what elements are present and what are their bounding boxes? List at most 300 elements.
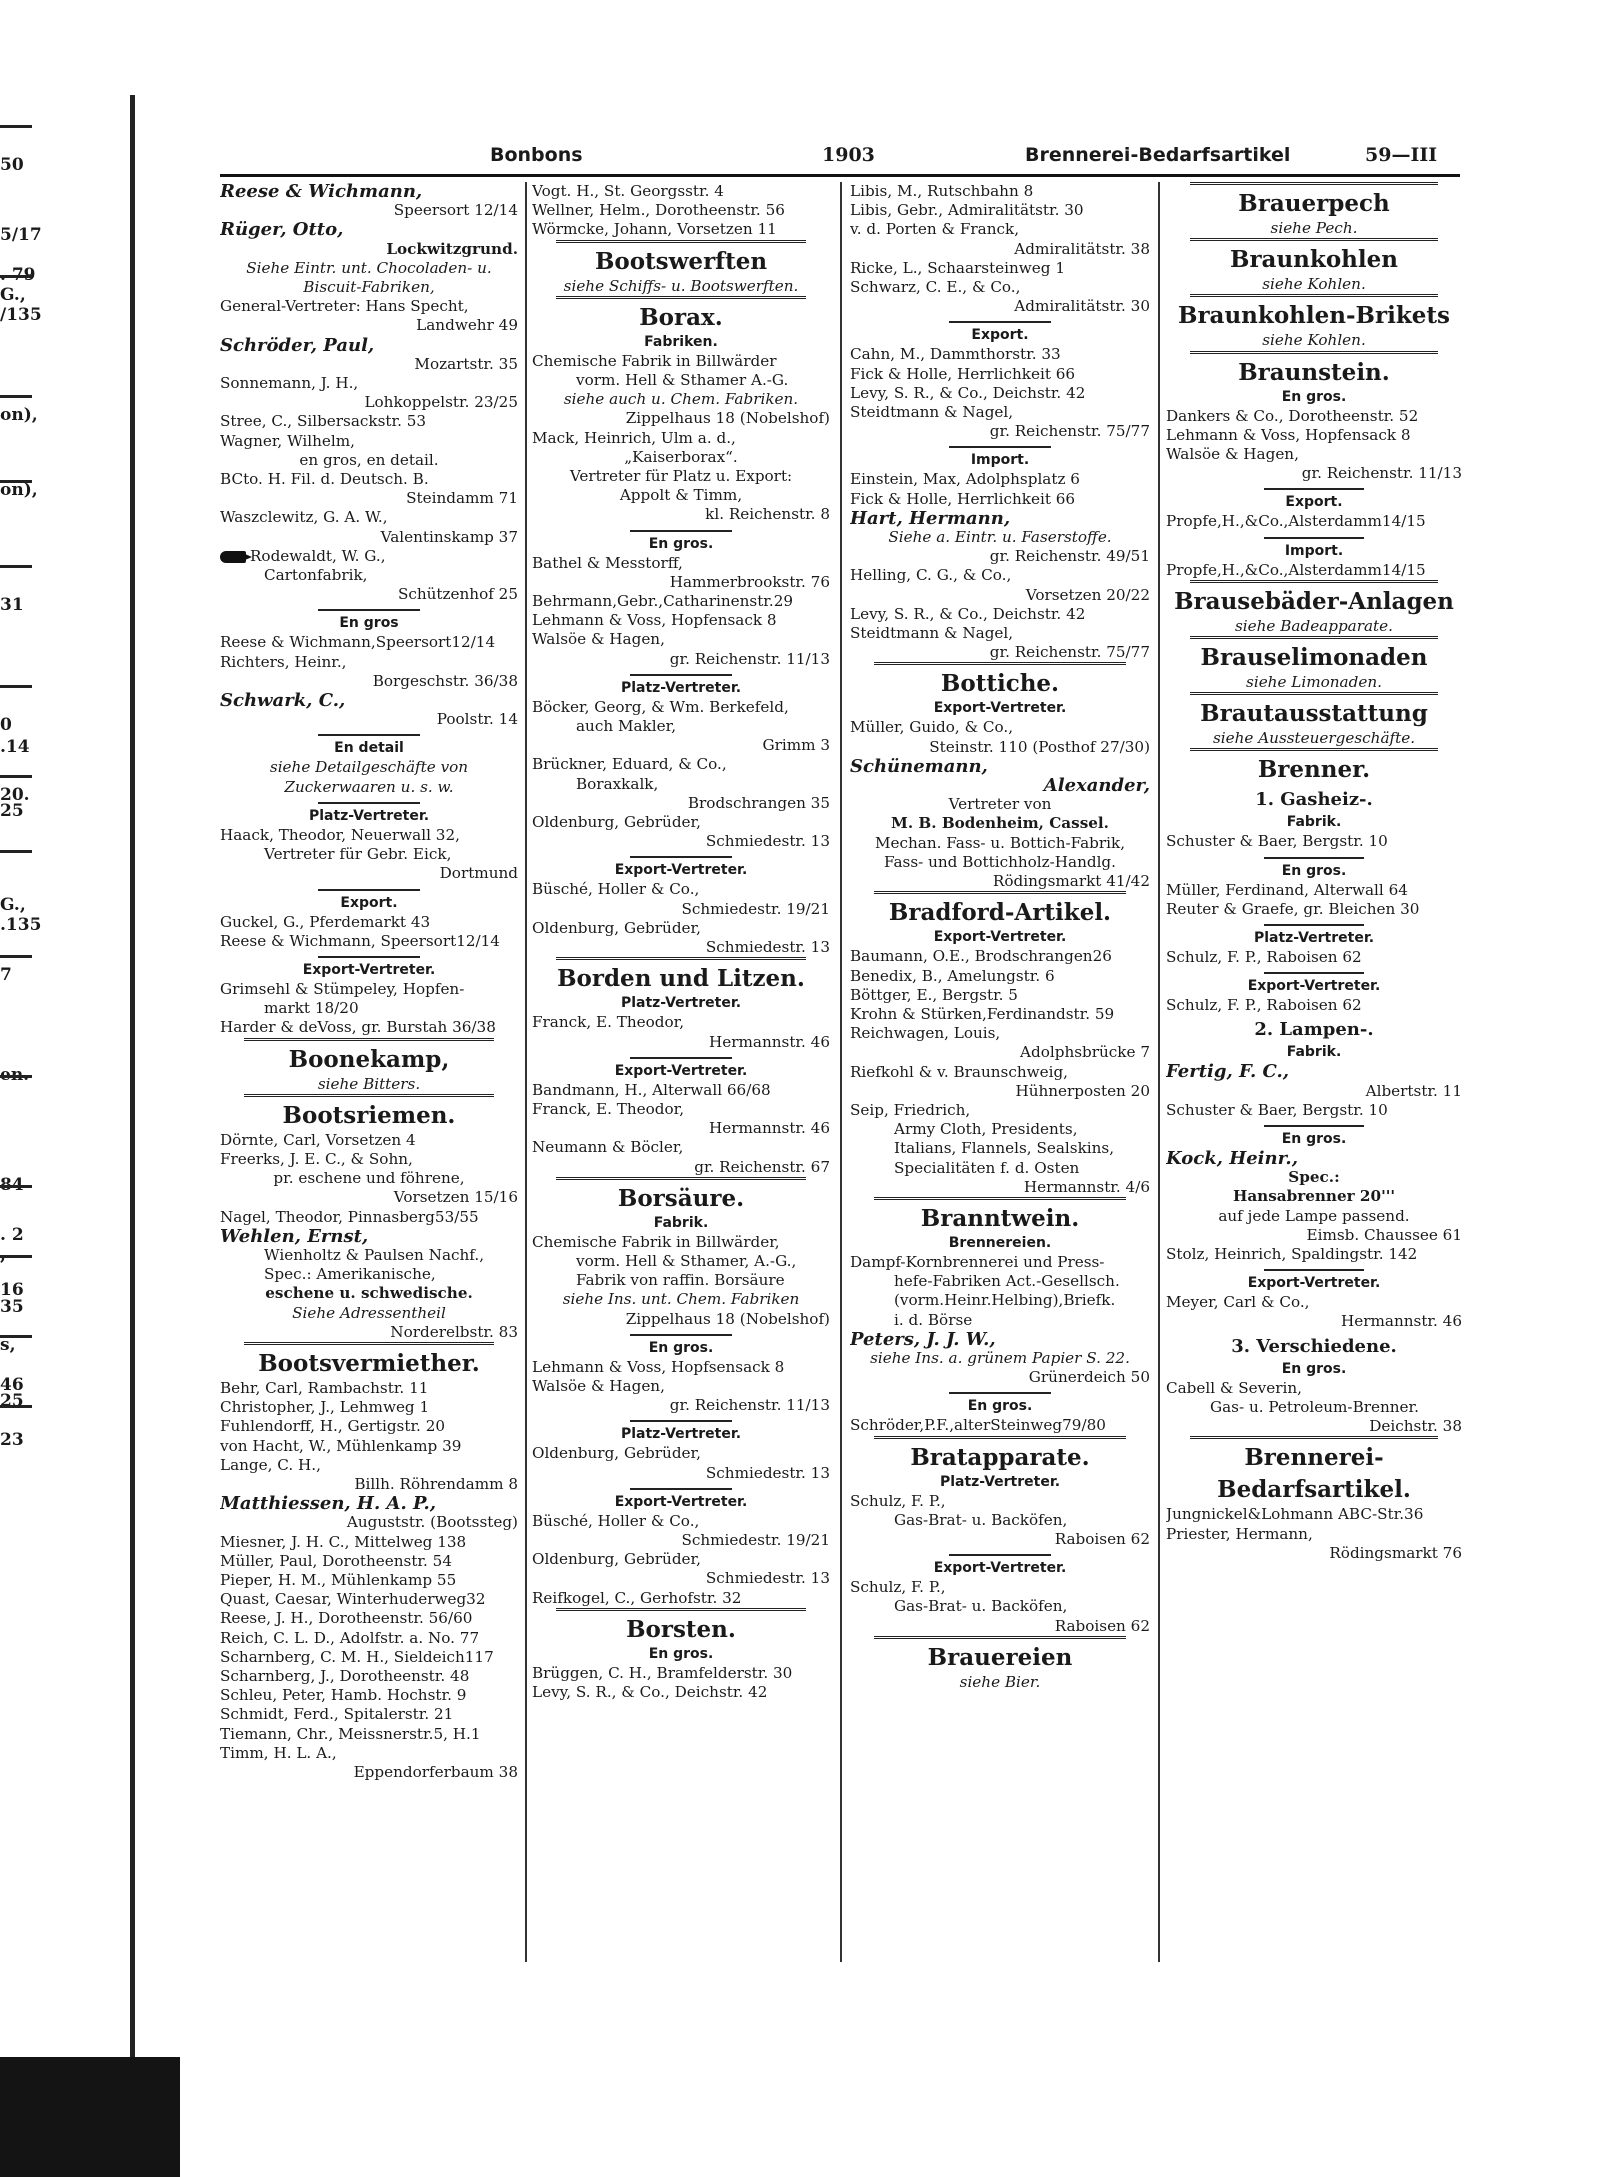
directory-entry: Priester, Hermann, [1166,1524,1313,1543]
prev-page-rule [0,565,32,568]
running-head [220,140,1460,177]
directory-entry: Brüggen, C. H., Bramfelderstr. 30 [532,1663,793,1682]
directory-entry: Oldenburg, Gebrüder, [532,813,701,832]
directory-entry: „Kaiserborax“. [624,447,738,466]
category-heading: Brauerpech [1238,190,1390,217]
section-divider [949,446,1051,448]
directory-entry: Nagel, Theodor, Pinnasberg53/55 [220,1207,479,1226]
directory-entry: BCto. H. Fil. d. Deutsch. B. [220,470,429,489]
heading-rule [874,1197,1126,1200]
directory-entry: Lehmann & Voss, Hopfsensack 8 [532,1357,785,1376]
directory-entry: Norderelbstr. 83 [390,1322,518,1341]
directory-entry: Behr, Carl, Rambachstr. 11 [220,1378,429,1397]
directory-entry: Timm, H. L. A., [220,1743,337,1762]
directory-entry: Sonnemann, J. H., [220,374,359,393]
directory-entry: Gas- u. Petroleum-Brenner. [1210,1397,1419,1416]
featured-entry: Wehlen, Ernst, [220,1226,369,1246]
directory-entry: (vorm.Heinr.Helbing),Briefk. [894,1291,1116,1310]
directory-entry: gr. Reichenstr. 11/13 [669,1396,830,1415]
directory-entry: Dortmund [439,864,518,883]
featured-entry: Peters, J. J. W., [850,1329,996,1349]
cross-reference: siehe Ins. unt. Chem. Fabriken [562,1290,800,1309]
category-heading: Braunkohlen-Brikets [1178,302,1450,330]
directory-entry: Eppendorferbaum 38 [353,1763,518,1782]
subsection-label: Export-Vertreter. [614,1062,748,1079]
category-heading: Brauereien [927,1643,1073,1671]
section-divider [318,889,419,891]
cross-reference: siehe Aussteuergeschäfte. [1212,729,1416,748]
section-divider [1264,537,1365,539]
section-divider [1264,1269,1365,1271]
directory-entry: Cartonfabrik, [264,566,368,585]
directory-entry: Schmiedestr. 19/21 [681,1530,830,1549]
section-divider [1264,1125,1365,1127]
cross-reference: siehe Limonaden. [1246,673,1382,692]
section-divider [318,609,419,611]
prev-page-fragment: . 2 [0,1225,24,1245]
directory-entry: Rödingsmarkt 41/42 [992,872,1150,891]
prev-page-fragment: 0 [0,715,12,735]
heading-rule [874,891,1126,894]
column-divider [840,182,842,1962]
directory-entry: Guckel, G., Pferdemarkt 43 [220,912,431,931]
directory-entry: gr. Reichenstr. 11/13 [1301,464,1462,483]
section-divider [630,1488,731,1490]
directory-entry: Propfe,H.,&Co.,Alsterdamm14/15 [1166,560,1426,579]
directory-entry: Levy, S. R., & Co., Deichstr. 42 [850,604,1086,623]
directory-entry: Benedix, B., Amelungstr. 6 [850,966,1055,985]
directory-entry: Cahn, M., Dammthorstr. 33 [850,345,1061,364]
directory-entry: Lehmann & Voss, Hopfensack 8 [1166,425,1411,444]
directory-entry: auf jede Lampe passend. [1218,1206,1410,1225]
subsection-label: Brennereien. [948,1234,1052,1251]
directory-entry: Schwarz, C. E., & Co., [850,278,1021,297]
directory-entry: Schulz, F. P., [850,1578,946,1597]
directory-entry: Meyer, Carl & Co., [1166,1293,1310,1312]
category-heading: Brautausstattung [1200,700,1428,728]
directory-entry: Oldenburg, Gebrüder, [532,918,701,937]
section-divider [630,674,731,676]
directory-entry: Schuster & Baer, Bergstr. 10 [1166,1100,1388,1119]
directory-entry: Eimsb. Chaussee 61 [1306,1225,1462,1244]
category-heading: Borax. [639,303,723,331]
directory-entry: Brückner, Eduard, & Co., [532,755,727,774]
directory-entry: Steindamm 71 [406,489,518,508]
category-heading: Bratapparate. [910,1443,1090,1471]
directory-entry: Oldenburg, Gebrüder, [532,1444,701,1463]
directory-entry: Steidtmann & Nagel, [850,624,1014,643]
directory-entry: Levy, S. R., & Co., Deichstr. 42 [850,383,1086,402]
category-heading: Branntwein. [920,1204,1080,1232]
directory-entry: gr. Reichenstr. 49/51 [989,547,1150,566]
heading-rule [874,1636,1126,1639]
prev-page-fragment: G., [0,895,26,915]
heading-rule [244,1342,494,1345]
directory-entry: Steidtmann & Nagel, [850,403,1014,422]
directory-entry: Gas-Brat- u. Backöfen, [894,1510,1068,1529]
directory-entry: Specialitäten f. d. Osten [894,1158,1080,1177]
prev-page-rule [0,480,32,483]
directory-entry: Schmiedestr. 13 [705,1569,830,1588]
column-4 [1166,182,1462,1982]
directory-entry: Oldenburg, Gebrüder, [532,1550,701,1569]
directory-page [220,140,1460,2000]
directory-entry: Hansabrenner 20''' [1232,1187,1396,1206]
heading-rule [1190,182,1439,185]
directory-entry: Raboisen 62 [1054,1529,1150,1548]
featured-entry: Fertig, F. C., [1166,1062,1290,1082]
featured-entry: Hart, Hermann, [850,508,1011,529]
column-3 [850,182,1150,1982]
cross-reference: Siehe Eintr. unt. Chocoladen- u. [246,258,492,277]
prev-page-fragment: 25 [0,1391,24,1411]
subsection-label: Export. [971,327,1029,344]
directory-entry: Seip, Friedrich, [850,1100,971,1119]
prev-page-rule [0,775,32,778]
subsection-label: En gros. [1281,1131,1347,1148]
prev-page-fragment: /135 [0,305,42,325]
featured-entry: Schünemann, [850,756,988,777]
directory-entry: Lohkoppelstr. 23/25 [364,393,518,412]
prev-page-fragment: on), [0,480,38,500]
subsection-label: Export-Vertreter. [933,700,1067,717]
subsection-label: En gros. [648,1339,714,1356]
prev-page-fragment: . 79 [0,265,36,285]
heading-rule [874,1436,1126,1439]
category-heading: Brennerei- [1244,1444,1384,1472]
prev-page-rule [0,1405,32,1408]
subsection-label: Export-Vertreter. [1247,1275,1381,1292]
column-2 [532,182,830,1982]
directory-entry: Albertstr. 11 [1365,1081,1462,1100]
directory-entry: Poolstr. 14 [436,710,518,729]
section-divider [949,1554,1051,1556]
prev-page-fragment: on), [0,405,38,425]
directory-entry: Vorsetzen 20/22 [1025,585,1150,604]
prev-page-rule [0,1335,32,1338]
directory-entry: Schmiedestr. 13 [705,832,830,851]
directory-entry: Müller, Guido, & Co., [850,718,1014,737]
section-divider [630,530,731,532]
directory-entry: Schleu, Peter, Hamb. Hochstr. 9 [220,1686,467,1705]
category-heading: Bottiche. [940,670,1060,698]
prev-page-fragment: 46 [0,1375,24,1395]
columns [220,182,1460,1982]
subsection-label: Fabrik. [653,1214,709,1231]
section-divider [318,956,419,958]
subsection-label: Fabrik. [1286,1044,1342,1061]
directory-entry: Schröder,P.F.,alterSteinweg79/80 [850,1416,1106,1435]
cross-reference: Zuckerwaaren u. s. w. [284,777,454,796]
subsection-label: En detail [334,740,404,757]
directory-entry: Hammerbrookstr. 76 [669,572,830,591]
directory-entry: Hermannstr. 46 [709,1032,830,1051]
prev-page-fragment: 23 [0,1430,24,1450]
prev-page-fragment: G., [0,285,26,305]
section-divider [1264,488,1365,490]
directory-entry: Levy, S. R., & Co., Deichstr. 42 [532,1682,768,1701]
cross-reference: siehe Kohlen. [1262,331,1366,350]
directory-entry: Wagner, Wilhelm, [220,431,355,450]
category-heading: Bedarfsartikel. [1217,1476,1411,1504]
directory-entry: Reifkogel, C., Gerhofstr. 32 [532,1588,742,1607]
subsection-label: Export-Vertreter. [933,929,1067,946]
header-right: Brennerei-Bedarfsartikel [1025,144,1291,166]
heading-rule [556,957,806,960]
subsection-label: En gros. [1281,1360,1347,1377]
heading-rule [1190,748,1439,751]
directory-entry: v. d. Porten & Franck, [850,220,1020,239]
heading-rule [556,1608,806,1611]
directory-entry: Deichstr. 38 [1369,1417,1462,1436]
directory-entry: Wienholtz & Paulsen Nachf., [264,1245,485,1264]
directory-entry: Franck, E. Theodor, [532,1013,685,1032]
directory-entry: Libis, Gebr., Admiralitätstr. 30 [850,201,1084,220]
directory-entry: Haack, Theodor, Neuerwall 32, [220,825,460,844]
directory-entry: von Hacht, W., Mühlenkamp 39 [220,1436,462,1455]
cross-reference: siehe Ins. a. grünem Papier S. 22. [870,1348,1130,1367]
previous-page-edge [0,95,135,2177]
directory-entry: Behrmann,Gebr.,Catharinenstr.29 [532,592,794,611]
section-divider [630,856,731,858]
directory-entry: Italians, Flannels, Sealskins, [894,1139,1115,1158]
directory-entry: Waszclewitz, G. A. W., [220,508,388,527]
directory-entry: gr. Reichenstr. 11/13 [669,649,830,668]
directory-entry: Cabell & Severin, [1166,1378,1302,1397]
directory-entry: Gas-Brat- u. Backöfen, [894,1597,1068,1616]
category-heading: Brausebäder-Anlagen [1174,587,1454,615]
directory-entry: Appolt & Timm, [619,486,743,505]
category-heading: Brauselimonaden [1200,644,1428,672]
scan-dark-corner [0,2057,180,2177]
subcategory-heading: 1. Gasheiz-. [1255,789,1373,811]
subsection-label: Platz-Vertreter. [620,995,742,1012]
cross-reference: Siehe Adressentheil [292,1303,446,1322]
directory-entry: Landwehr 49 [416,316,518,335]
directory-entry: Borgeschstr. 36/38 [372,671,518,690]
heading-rule [556,296,806,299]
directory-entry: Helling, C. G., & Co., [850,566,1012,585]
cross-reference: siehe auch u. Chem. Fabriken. [563,390,799,409]
directory-entry: auch Makler, [576,717,677,736]
subsection-label: Import. [970,452,1030,469]
prev-page-fragment: 5/17 [0,225,42,245]
directory-entry: Valentinskamp 37 [380,527,518,546]
directory-entry: Ricke, L., Schaarsteinweg 1 [850,258,1065,277]
directory-entry: Schuster & Baer, Bergstr. 10 [1166,832,1388,851]
directory-entry: Fabrik von raffin. Borsäure [576,1271,785,1290]
directory-entry: Billh. Röhrendamm 8 [354,1474,518,1493]
directory-entry: General-Vertreter: Hans Specht, [220,297,469,316]
prev-page-fragment: 16 [0,1280,24,1300]
directory-entry: Zippelhaus 18 (Nobelshof) [625,1309,830,1328]
subsection-label: Platz-Vertreter. [308,807,430,824]
directory-entry: Böttger, E., Bergstr. 5 [850,985,1018,1004]
subsection-label: Import. [1284,542,1344,559]
subsection-label: Platz-Vertreter. [620,1426,742,1443]
directory-entry: Fuhlendorff, H., Gertigstr. 20 [220,1417,446,1436]
prev-page-rule [0,955,32,958]
subsection-label: Export-Vertreter. [614,1493,748,1510]
directory-entry: Reuter & Graefe, gr. Bleichen 30 [1166,899,1420,918]
prev-page-fragment: 25 [0,801,24,821]
directory-entry: Fick & Holle, Herrlichkeit 66 [850,489,1076,508]
directory-entry: Grimm 3 [762,736,830,755]
heading-rule [874,662,1126,665]
directory-entry: Vogt. H., St. Georgsstr. 4 [532,182,724,200]
featured-entry: Alexander, [1043,775,1150,797]
directory-entry: Zippelhaus 18 (Nobelshof) [625,409,830,428]
directory-entry: Stree, C., Silbersackstr. 53 [220,412,427,431]
directory-entry: Boraxkalk, [576,774,659,793]
directory-entry: Vertreter für Platz u. Export: [569,467,793,486]
heading-rule [1190,238,1439,241]
cross-reference: siehe Kohlen. [1262,275,1366,294]
subsection-label: Platz-Vertreter. [1253,930,1375,947]
directory-entry: Mechan. Fass- u. Bottich-Fabrik, [874,833,1126,852]
directory-entry: kl. Reichenstr. 8 [705,505,830,524]
cross-reference: siehe Detailgeschäfte von [269,758,469,777]
directory-entry: M. B. Bodenheim, Cassel. [891,814,1109,833]
directory-entry: gr. Reichenstr. 75/77 [989,422,1150,441]
directory-entry: Schmiedestr. 13 [705,938,830,957]
directory-entry: Pieper, H. M., Mühlenkamp 55 [220,1570,457,1589]
prev-page-fragment: 31 [0,595,24,615]
featured-entry: Schröder, Paul, [220,335,375,355]
directory-entry: Schmiedestr. 13 [705,1463,830,1482]
subsection-label: En gros. [1281,388,1347,405]
category-heading: Borden und Litzen. [557,965,805,993]
prev-page-fragment: .135 [0,915,42,935]
directory-entry: Army Cloth, Presidents, [894,1120,1078,1139]
directory-entry: Schmiedestr. 19/21 [681,899,830,918]
directory-entry: Reese & Wichmann,Speersort12/14 [220,633,496,652]
section-divider [949,321,1051,323]
prev-page-fragment: 50 [0,155,24,175]
prev-page-rule [0,395,32,398]
directory-entry: Reich, C. L. D., Adolfstr. a. No. 77 [220,1628,480,1647]
category-heading: Bootswerften [594,247,768,275]
directory-entry: Admiralitätstr. 30 [1014,297,1150,316]
directory-entry: Fick & Holle, Herrlichkeit 66 [850,364,1076,383]
heading-rule [1190,636,1439,639]
directory-entry: Lehmann & Voss, Hopfensack 8 [532,611,777,630]
directory-entry: Reese & Wichmann, Speersort12/14 [220,931,500,950]
directory-entry: Wörmcke, Johann, Vorsetzen 11 [532,220,777,239]
directory-entry: Scharnberg, J., Dorotheenstr. 48 [220,1667,470,1685]
heading-rule [556,1177,806,1180]
directory-entry: Richters, Heinr., [220,652,347,671]
directory-entry: Brodschrangen 35 [687,793,830,812]
directory-entry: Baumann, O.E., Brodschrangen26 [850,947,1112,966]
directory-entry: Schulz, F. P., Raboisen 62 [1166,996,1362,1015]
directory-entry [220,547,518,566]
heading-rule [556,240,806,243]
category-heading: Brenner. [1257,756,1371,784]
subsection-label: Platz-Vertreter. [620,679,742,696]
prev-page-fragment: 20. [0,785,30,805]
directory-entry: Hühnerposten 20 [1015,1081,1150,1100]
directory-entry: Steinstr. 110 (Posthof 27/30) [929,737,1150,756]
directory-entry: Einstein, Max, Adolphsplatz 6 [850,470,1080,489]
featured-entry: Reese & Wichmann, [220,182,423,202]
directory-entry: Franck, E. Theodor, [532,1099,685,1118]
heading-rule [1190,692,1439,695]
directory-entry: gr. Reichenstr. 75/77 [989,643,1150,662]
directory-entry: Vertreter von [948,795,1052,814]
directory-entry: i. d. Börse [894,1310,973,1329]
directory-entry: Hermannstr. 46 [709,1119,830,1138]
subsection-label: Export. [1285,494,1343,511]
section-divider [949,1392,1051,1394]
directory-entry: Schützenhof 25 [397,585,518,604]
directory-entry: Chemische Fabrik in Billwärder [532,351,777,370]
directory-entry: Mack, Heinrich, Ulm a. d., [532,428,736,447]
directory-entry: Neumann & Böcler, [532,1138,684,1157]
prev-page-fragment: 7 [0,965,12,985]
directory-entry: Vertreter für Gebr. Eick, [264,845,452,864]
column-divider [1158,182,1160,1962]
prev-page-fragment: en. [0,1065,30,1085]
prev-page-rule [0,1185,32,1188]
subsection-label: En gros. [648,535,714,552]
directory-entry: Tiemann, Chr., Meissnerstr.5, H.1 [220,1724,481,1743]
directory-entry: Adolphsbrücke 7 [1020,1043,1150,1062]
prev-page-rule [0,1075,32,1078]
directory-entry: Stolz, Heinrich, Spaldingstr. 142 [1166,1245,1418,1264]
subsection-label: Export-Vertreter. [933,1560,1067,1577]
column-divider [525,182,527,1962]
heading-rule [1190,1436,1439,1439]
directory-entry: Riefkohl & v. Braunschweig, [850,1062,1069,1081]
category-heading: Borsten. [626,1615,736,1643]
directory-entry: gr. Reichenstr. 67 [694,1157,830,1176]
subsection-label: En gros. [648,1645,714,1662]
category-heading: Borsäure. [617,1184,745,1212]
featured-entry: Kock, Heinr., [1166,1149,1298,1169]
directory-entry: Müller, Ferdinand, Alterwall 64 [1166,880,1408,899]
prev-page-fragment: 84 [0,1175,24,1195]
subsection-label: En gros. [1281,862,1347,879]
directory-entry: Walsöe & Hagen, [532,1376,665,1395]
directory-entry: Dankers & Co., Dorotheenstr. 52 [1166,406,1419,425]
directory-entry: Chemische Fabrik in Billwärder, [532,1232,780,1251]
directory-entry: Lange, C. H., [220,1455,321,1474]
directory-entry: Schmidt, Ferd., Spitalerstr. 21 [220,1705,454,1724]
category-heading: Bootsvermiether. [258,1349,480,1377]
directory-entry: Walsöe & Hagen, [532,630,665,649]
directory-entry: Hermannstr. 46 [1341,1312,1462,1331]
cross-reference: siehe Pech. [1270,219,1358,237]
cross-reference: siehe Bier. [959,1672,1041,1691]
directory-entry: Wellner, Helm., Dorotheenstr. 56 [532,201,785,220]
prev-page-fragment: 35 [0,1297,24,1317]
directory-entry: Lockwitzgrund. [386,239,518,258]
subsection-label: Export-Vertreter. [1247,978,1381,995]
directory-entry: Harder & deVoss, gr. Burstah 36/38 [220,1018,496,1037]
directory-entry: Dampf-Kornbrennerei und Press- [850,1252,1105,1271]
directory-entry: Scharnberg, C. M. H., Sieldeich117 [220,1647,494,1666]
directory-entry: en gros, en detail. [299,450,439,469]
directory-entry: Admiralitätstr. 38 [1014,239,1150,258]
section-divider [1264,972,1365,974]
subsection-label: Export-Vertreter. [614,862,748,879]
page-number: 59—III [1365,144,1438,166]
directory-entry: Dörnte, Carl, Vorsetzen 4 [220,1130,416,1149]
heading-rule [244,1038,494,1041]
pointing-hand-icon [220,551,246,563]
directory-entry: Propfe,H.,&Co.,Alsterdamm14/15 [1166,512,1426,531]
